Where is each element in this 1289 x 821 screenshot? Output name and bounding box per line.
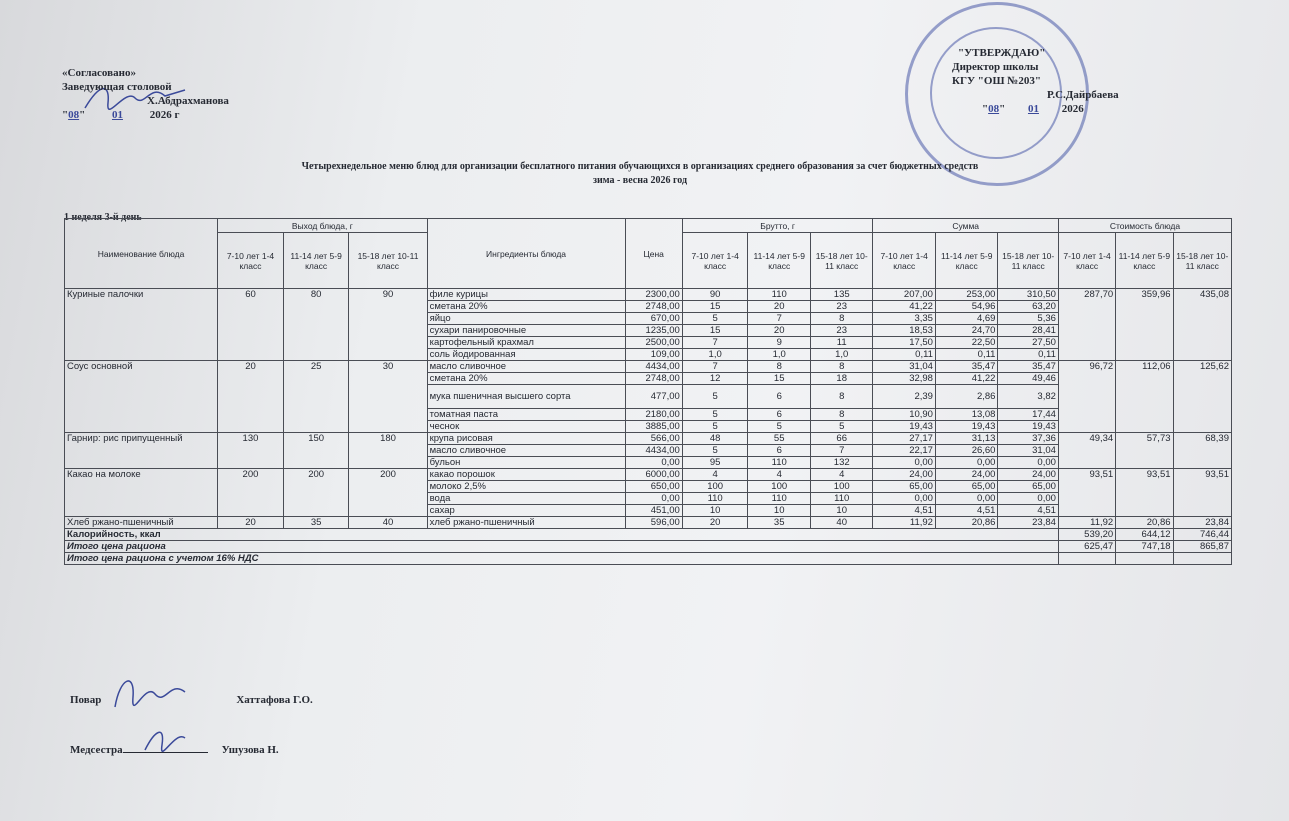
header-sum: Сумма [873,219,1058,233]
ingredient-sum: 22,17 [873,445,936,457]
ingredient-sum: 27,17 [873,433,936,445]
ingredient-brutto: 5 [682,385,748,409]
ingredient-sum: 0,00 [873,457,936,469]
ingredient-sum: 3,82 [998,385,1058,409]
ingredient-sum: 0,00 [935,457,998,469]
approval-right-org: КГУ "ОШ №203" [952,75,1041,87]
menu-body [65,289,1232,565]
ingredient-brutto: 23 [810,325,873,337]
ingredient-brutto: 135 [810,289,873,301]
ingredient-brutto: 8 [748,361,811,373]
dish-output: 60 [218,289,284,361]
header-brutto-g3: 15-18 лет 10-11 класс [810,233,873,289]
ingredient-name: сметана 20% [427,373,625,385]
header-out-g2: 11-14 лет 5-9 класс [283,233,349,289]
ingredient-sum: 65,00 [873,481,936,493]
ingredient-name: филе курицы [427,289,625,301]
ingredient-price: 3885,00 [625,421,682,433]
ingredient-price: 451,00 [625,505,682,517]
ingredient-sum: 4,51 [998,505,1058,517]
ingredient-price: 2748,00 [625,301,682,313]
totals-row [65,541,1232,553]
ingredient-price: 650,00 [625,481,682,493]
dish-cost: 57,73 [1116,433,1173,469]
ingredient-sum: 0,00 [873,493,936,505]
header-dish: Наименование блюда [65,219,218,289]
ingredient-price: 2300,00 [625,289,682,301]
ingredient-sum: 24,00 [935,469,998,481]
totals-label: Итого цена рациона [65,541,1059,553]
ingredient-brutto: 5 [682,445,748,457]
ingredient-brutto: 10 [748,505,811,517]
ingredient-sum: 0,00 [935,493,998,505]
ingredient-brutto: 7 [682,337,748,349]
ingredient-brutto: 20 [748,301,811,313]
ingredient-sum: 65,00 [998,481,1058,493]
ingredient-sum: 31,04 [873,361,936,373]
ingredient-brutto: 5 [682,421,748,433]
ingredient-brutto: 4 [748,469,811,481]
totals-value: 865,87 [1173,541,1231,553]
ingredient-price: 4434,00 [625,361,682,373]
header-sum-g2: 11-14 лет 5-9 класс [935,233,998,289]
ingredient-sum: 11,92 [873,517,936,529]
dish-cost: 112,06 [1116,361,1173,433]
ingredient-brutto: 132 [810,457,873,469]
approval-left-month: 01 [111,109,123,121]
ingredient-sum: 4,69 [935,313,998,325]
totals-value [1058,553,1115,565]
ingredient-brutto: 8 [810,313,873,325]
ingredient-sum: 24,70 [935,325,998,337]
ingredient-sum: 65,00 [935,481,998,493]
dish-output: 30 [349,361,427,433]
ingredient-sum: 207,00 [873,289,936,301]
ingredient-sum: 17,44 [998,409,1058,421]
ingredient-brutto: 110 [748,289,811,301]
approval-right-name: Р.С.Дайрбаева [1047,89,1119,101]
ingredient-sum: 0,11 [873,349,936,361]
ingredient-brutto: 110 [748,457,811,469]
ingredient-sum: 0,11 [935,349,998,361]
ingredient-price: 109,00 [625,349,682,361]
dish-output: 150 [283,433,349,469]
header-cost-g1: 7-10 лет 1-4 класс [1058,233,1115,289]
ingredient-brutto: 100 [682,481,748,493]
table-row [65,469,1232,481]
dish-cost: 125,62 [1173,361,1231,433]
dish-cost: 96,72 [1058,361,1115,433]
nurse-label: Медсестра [70,744,123,756]
ingredient-sum: 19,43 [873,421,936,433]
header-brutto-g1: 7-10 лет 1-4 класс [682,233,748,289]
approval-left-name: Х.Абдрахманова [147,95,229,107]
ingredient-brutto: 6 [748,445,811,457]
ingredient-price: 6000,00 [625,469,682,481]
ingredient-name: чеснок [427,421,625,433]
totals-value [1173,553,1231,565]
ingredient-price: 0,00 [625,493,682,505]
ingredient-price: 2180,00 [625,409,682,421]
dish-cost: 359,96 [1116,289,1173,361]
cook-name: Хаттафова Г.О. [236,694,313,706]
ingredient-name: мука пшеничная высшего сорта [427,385,625,409]
ingredient-brutto: 10 [682,505,748,517]
ingredient-brutto: 95 [682,457,748,469]
approval-left-title: «Согласовано» [62,67,136,79]
footer-cook [70,694,313,706]
ingredient-sum: 0,00 [998,493,1058,505]
header-out-g1: 7-10 лет 1-4 класс [218,233,284,289]
dish-name: Куриные палочки [65,289,218,361]
table-row [65,361,1232,373]
ingredient-name: какао порошок [427,469,625,481]
totals-value: 539,20 [1058,529,1115,541]
ingredient-name: томатная паста [427,409,625,421]
ingredient-brutto: 8 [810,385,873,409]
ingredient-price: 2500,00 [625,337,682,349]
ingredient-brutto: 5 [810,421,873,433]
ingredient-brutto: 15 [682,301,748,313]
ingredient-sum: 253,00 [935,289,998,301]
ingredient-brutto: 1,0 [810,349,873,361]
ingredient-brutto: 4 [682,469,748,481]
ingredient-name: вода [427,493,625,505]
ingredient-brutto: 6 [748,385,811,409]
ingredient-price: 670,00 [625,313,682,325]
ingredient-sum: 35,47 [935,361,998,373]
ingredient-brutto: 40 [810,517,873,529]
ingredient-brutto: 15 [748,373,811,385]
ingredient-brutto: 48 [682,433,748,445]
ingredient-sum: 28,41 [998,325,1058,337]
approval-right-title: "УТВЕРЖДАЮ" [958,47,1046,59]
ingredient-brutto: 66 [810,433,873,445]
approval-left-date: "08" 01 2026 г [62,109,180,121]
ingredient-brutto: 10 [810,505,873,517]
ingredient-brutto: 6 [748,409,811,421]
totals-value: 746,44 [1173,529,1231,541]
dish-name: Хлеб ржано-пшеничный [65,517,218,529]
header-sum-g1: 7-10 лет 1-4 класс [873,233,936,289]
title-line-1: Четырехнедельное меню блюд для организации бесплатного питания обучающихся в организациях среднего образования за счет бюджетных средств [301,161,979,172]
ingredient-brutto: 55 [748,433,811,445]
totals-row [65,529,1232,541]
ingredient-brutto: 1,0 [682,349,748,361]
ingredient-sum: 19,43 [935,421,998,433]
ingredient-sum: 37,36 [998,433,1058,445]
ingredient-brutto: 11 [810,337,873,349]
approval-right-date: "08" 01 2026 [982,103,1084,115]
totals-value: 625,47 [1058,541,1115,553]
dish-cost: 23,84 [1173,517,1231,529]
nurse-name: Ушузова Н. [221,744,279,756]
approval-right-year: 2026 [1061,103,1084,115]
dish-output: 35 [283,517,349,529]
header-cost-g2: 11-14 лет 5-9 класс [1116,233,1173,289]
ingredient-name: крупа рисовая [427,433,625,445]
dish-cost: 20,86 [1116,517,1173,529]
header-ingredients: Ингредиенты блюда [427,219,625,289]
ingredient-sum: 41,22 [873,301,936,313]
ingredient-name: соль йодированная [427,349,625,361]
dish-cost: 93,51 [1173,469,1231,517]
ingredient-sum: 19,43 [998,421,1058,433]
ingredient-sum: 54,96 [935,301,998,313]
ingredient-price: 2748,00 [625,373,682,385]
ingredient-brutto: 20 [682,517,748,529]
ingredient-brutto: 110 [682,493,748,505]
header-cost: Стоимость блюда [1058,219,1231,233]
dish-output: 200 [218,469,284,517]
totals-value: 644,12 [1116,529,1173,541]
dish-output: 90 [349,289,427,361]
header-output: Выход блюда, г [218,219,427,233]
ingredient-brutto: 8 [810,409,873,421]
approval-right-day: 08 [988,103,1000,115]
ingredient-brutto: 5 [682,409,748,421]
title-line-2: зима - весна 2026 год [592,175,688,186]
ingredient-name: сметана 20% [427,301,625,313]
totals-row [65,553,1232,565]
menu-table [64,218,1232,565]
ingredient-sum: 41,22 [935,373,998,385]
ingredient-sum: 18,53 [873,325,936,337]
ingredient-sum: 32,98 [873,373,936,385]
ingredient-brutto: 12 [682,373,748,385]
ingredient-sum: 26,60 [935,445,998,457]
ingredient-sum: 31,04 [998,445,1058,457]
ingredient-name: бульон [427,457,625,469]
ingredient-sum: 35,47 [998,361,1058,373]
dish-name: Гарнир: рис припущенный [65,433,218,469]
dish-name: Соус основной [65,361,218,433]
dish-output: 200 [349,469,427,517]
ingredient-name: масло сливочное [427,361,625,373]
dish-output: 20 [218,517,284,529]
ingredient-sum: 24,00 [873,469,936,481]
totals-value: 747,18 [1116,541,1173,553]
dish-output: 180 [349,433,427,469]
document-title [240,160,1040,188]
ingredient-brutto: 35 [748,517,811,529]
dish-cost: 287,70 [1058,289,1115,361]
dish-cost: 49,34 [1058,433,1115,469]
ingredient-sum: 20,86 [935,517,998,529]
ingredient-sum: 49,46 [998,373,1058,385]
ingredient-sum: 13,08 [935,409,998,421]
ingredient-brutto: 7 [810,445,873,457]
ingredient-brutto: 4 [810,469,873,481]
ingredient-sum: 3,35 [873,313,936,325]
ingredient-name: молоко 2,5% [427,481,625,493]
ingredient-brutto: 110 [748,493,811,505]
ingredient-sum: 0,00 [998,457,1058,469]
dish-cost: 93,51 [1116,469,1173,517]
header-sum-g3: 15-18 лет 10-11 класс [998,233,1058,289]
header-price: Цена [625,219,682,289]
week-day-label: 1 неделя 3-й день [64,212,142,223]
ingredient-brutto: 90 [682,289,748,301]
ingredient-sum: 23,84 [998,517,1058,529]
ingredient-brutto: 7 [748,313,811,325]
ingredient-sum: 4,51 [873,505,936,517]
totals-label: Калорийность, ккал [65,529,1059,541]
ingredient-sum: 17,50 [873,337,936,349]
ingredient-brutto: 9 [748,337,811,349]
header-out-g3: 15-18 лет 10-11 класс [349,233,427,289]
ingredient-name: яйцо [427,313,625,325]
ingredient-brutto: 100 [810,481,873,493]
ingredient-name: сухари панировочные [427,325,625,337]
ingredient-name: картофельный крахмал [427,337,625,349]
ingredient-brutto: 110 [810,493,873,505]
dish-cost: 68,39 [1173,433,1231,469]
ingredient-brutto: 5 [748,421,811,433]
ingredient-brutto: 7 [682,361,748,373]
dish-output: 130 [218,433,284,469]
dish-cost: 435,08 [1173,289,1231,361]
dish-output: 80 [283,289,349,361]
ingredient-sum: 24,00 [998,469,1058,481]
ingredient-sum: 5,36 [998,313,1058,325]
approval-left-position: Заведующая столовой [62,81,172,93]
table-row [65,289,1232,301]
ingredient-sum: 0,11 [998,349,1058,361]
ingredient-sum: 2,86 [935,385,998,409]
dish-cost: 93,51 [1058,469,1115,517]
dish-output: 25 [283,361,349,433]
ingredient-brutto: 5 [682,313,748,325]
table-row [65,433,1232,445]
header-brutto: Брутто, г [682,219,873,233]
ingredient-price: 0,00 [625,457,682,469]
signature-cook [105,672,195,712]
approval-left-day: 08 [68,109,80,121]
ingredient-price: 596,00 [625,517,682,529]
ingredient-name: сахар [427,505,625,517]
approval-left-block [62,66,229,122]
approval-left-year: 2026 г [149,109,180,121]
ingredient-brutto: 100 [748,481,811,493]
ingredient-price: 566,00 [625,433,682,445]
ingredient-sum: 310,50 [998,289,1058,301]
dish-output: 200 [283,469,349,517]
cook-label: Повар [70,694,102,706]
ingredient-name: хлеб ржано-пшеничный [427,517,625,529]
approval-right-position: Директор школы [952,61,1039,73]
ingredient-brutto: 20 [748,325,811,337]
totals-label: Итого цена рациона с учетом 16% НДС [65,553,1059,565]
totals-value [1116,553,1173,565]
ingredient-sum: 10,90 [873,409,936,421]
ingredient-price: 4434,00 [625,445,682,457]
dish-cost: 11,92 [1058,517,1115,529]
ingredient-brutto: 18 [810,373,873,385]
ingredient-price: 1235,00 [625,325,682,337]
ingredient-sum: 31,13 [935,433,998,445]
ingredient-brutto: 15 [682,325,748,337]
ingredient-brutto: 8 [810,361,873,373]
header-cost-g3: 15-18 лет 10-11 класс [1173,233,1231,289]
ingredient-sum: 22,50 [935,337,998,349]
ingredient-sum: 63,20 [998,301,1058,313]
ingredient-brutto: 23 [810,301,873,313]
ingredient-price: 477,00 [625,385,682,409]
approval-right-block [952,46,1119,116]
header-brutto-g2: 11-14 лет 5-9 класс [748,233,811,289]
ingredient-name: масло сливочное [427,445,625,457]
ingredient-sum: 27,50 [998,337,1058,349]
table-row [65,517,1232,529]
ingredient-sum: 2,39 [873,385,936,409]
ingredient-brutto: 1,0 [748,349,811,361]
approval-right-month: 01 [1027,103,1039,115]
footer-nurse [70,744,279,756]
dish-name: Какао на молоке [65,469,218,517]
dish-output: 20 [218,361,284,433]
ingredient-sum: 4,51 [935,505,998,517]
dish-output: 40 [349,517,427,529]
